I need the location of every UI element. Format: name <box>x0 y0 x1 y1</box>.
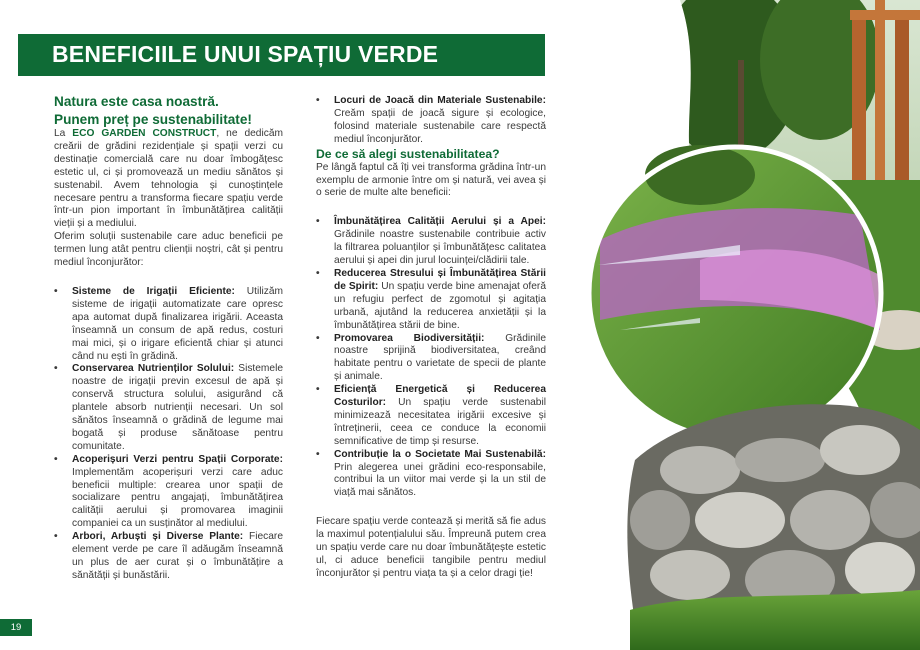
item-title: Promovarea Biodiversității: <box>334 332 485 344</box>
subtitle-line-2: Punem preț pe sustenabilitate! <box>54 111 252 127</box>
closing-paragraph: Fiecare spațiu verde contează și merită să fie adus la maximul potențialului său. Împreună putem crea un spațiu verde care nu doar îmbunătățește estetic ul, ci aduce beneficii tangibile pentru mediul înconjurător și pentru viața ta și a celor dragi ție! <box>316 516 546 579</box>
bullet-icon: • <box>316 384 320 396</box>
reasons-list <box>316 216 546 500</box>
list-item <box>316 95 546 147</box>
list-item <box>316 449 546 501</box>
list-item <box>54 531 283 583</box>
item-text: Grădinile noastre sprijină biodiversitatea, creând habitate pentru o varietate de specii de plante și animale. <box>334 332 546 383</box>
list-item <box>316 384 546 449</box>
left-subtitle <box>54 93 283 128</box>
rock-garden-photo <box>627 404 920 650</box>
item-title: Sisteme de Irigații Eficiente: <box>72 285 235 297</box>
left-column <box>54 93 283 583</box>
item-title: Îmbunătățirea Calității Aerului și a Apei: <box>334 216 546 228</box>
item-text: Un spațiu verde bine amenajat oferă un refugiu perfect de zgomotul și agitația urbană, ajutând la reducerea anxietății și la îmbunătățirea stării de bine. <box>334 280 546 331</box>
item-text: Fiecare element verde pe care îl adăugăm înseamnă un plus de aer curat și o îmbunătățire a sănătății și bunăstării. <box>72 531 283 581</box>
right-column <box>316 95 546 581</box>
page-number: 19 <box>0 619 32 636</box>
item-title: Eficiență Energetică și Reducerea Costurilor: <box>334 384 546 409</box>
page-title: BENEFICIILE UNUI SPAȚIU VERDE <box>52 41 439 67</box>
right-intro: Pe lângă faptul că îți vei transforma grădina într-un exemplu de armonie între om și natură, vei avea și o serie de multe alte beneficii: <box>316 161 546 199</box>
brand-name: ECO GARDEN CONSTRUCT <box>72 128 217 139</box>
item-text: Prin alegerea unei grădini eco-responsabile, contribui la un viitor mai verde și la un stil de viață mai sănătos. <box>334 461 546 499</box>
title-banner <box>18 34 545 76</box>
item-title: Locuri de Joacă din Materiale Sustenabile: <box>334 95 546 106</box>
benefits-list-continued <box>316 95 546 147</box>
item-title: Acoperișuri Verzi pentru Spații Corporate: <box>72 453 283 465</box>
intro-paragraph <box>54 128 283 231</box>
item-text: Sistemele noastre de irigații previn excesul de apă și conservă structura solului, asigurând că plantele absorb nutrienții necesari. Un sol sănătos înseamnă o grădină de legume mai bogată și produse sănătoase pentru comunitate. <box>72 363 283 452</box>
item-title: Contribuție la o Societate Mai Sustenabilă: <box>334 448 546 460</box>
item-title: Reducerea Stresului și Îmbunătățirea Stării de Spirit: <box>334 267 546 292</box>
bullet-icon: • <box>54 531 58 543</box>
right-subtitle: De ce să alegi sustenabilitatea? <box>316 146 500 161</box>
bullet-icon: • <box>54 285 58 297</box>
bullet-icon: • <box>54 363 58 375</box>
bullet-icon: • <box>316 267 320 279</box>
intro-paragraph-2: Oferim soluții sustenabile care aduc beneficii pe termen lung atât pentru clienții noștri, cât și pentru mediul înconjurător: <box>54 231 283 269</box>
bullet-icon: • <box>316 95 320 106</box>
intro-post: , ne dedicăm creării de grădini rezidențiale și spații verzi cu destinație comercială care nu doar îmbogățesc estetic ul, ci și promovează un mediu sănătos și sustenabil. Avem tehnologia și cunoștințele necesare pentru a transforma fiecare spațiu verde într-un pion important în îmbunătățirea calității vieții și a mediului. <box>54 128 283 230</box>
bullet-icon: • <box>54 453 58 465</box>
list-item <box>54 454 283 531</box>
bullet-icon: • <box>316 448 320 460</box>
list-item <box>316 333 546 385</box>
item-title: Conservarea Nutrienților Solului: <box>72 363 235 375</box>
item-text: Grădinile noastre sustenabile contribuie activ la filtrarea poluanților și îmbunătățesc calitatea aerului și apei din jurul locuinței/clădirii tale. <box>334 229 546 267</box>
item-text: Implementăm acoperișuri verzi care aduc beneficii multiple: crearea unor spații de socializare pentru angajați, îmbunătățirea calității aerului și promovarea imaginii companiei ca un susținător al mediului. <box>72 466 283 530</box>
item-text: Creăm spații de joacă sigure și ecologice, folosind materiale sustenabile care respectă mediul înconjurător. <box>334 107 546 145</box>
list-item <box>316 268 546 333</box>
list-item <box>54 363 283 453</box>
benefits-list <box>54 286 283 583</box>
intro-pre: La <box>54 128 73 139</box>
list-item <box>54 286 283 363</box>
list-item <box>316 216 546 268</box>
item-text: Utilizăm sisteme de irigații automatizate care opresc apa automat după finalizarea irigării. Aceasta înseamnă un consum de apă redus, costuri mai mici, și o irigare eficientă chiar și atunci când nu ești în grădină. <box>72 285 283 362</box>
bullet-icon: • <box>316 332 320 344</box>
subtitle-line-1: Natura este casa noastră. <box>54 94 219 109</box>
item-title: Arbori, Arbuști și Diverse Plante: <box>72 531 244 543</box>
sprinkler-lawn-photo <box>589 145 881 439</box>
item-text: Un spațiu verde sustenabil minimizează necesitatea irigării excesive și întreținerii, ceea ce conduce la economii semnificative de timp și resurse. <box>334 397 546 447</box>
bullet-icon: • <box>316 216 320 228</box>
